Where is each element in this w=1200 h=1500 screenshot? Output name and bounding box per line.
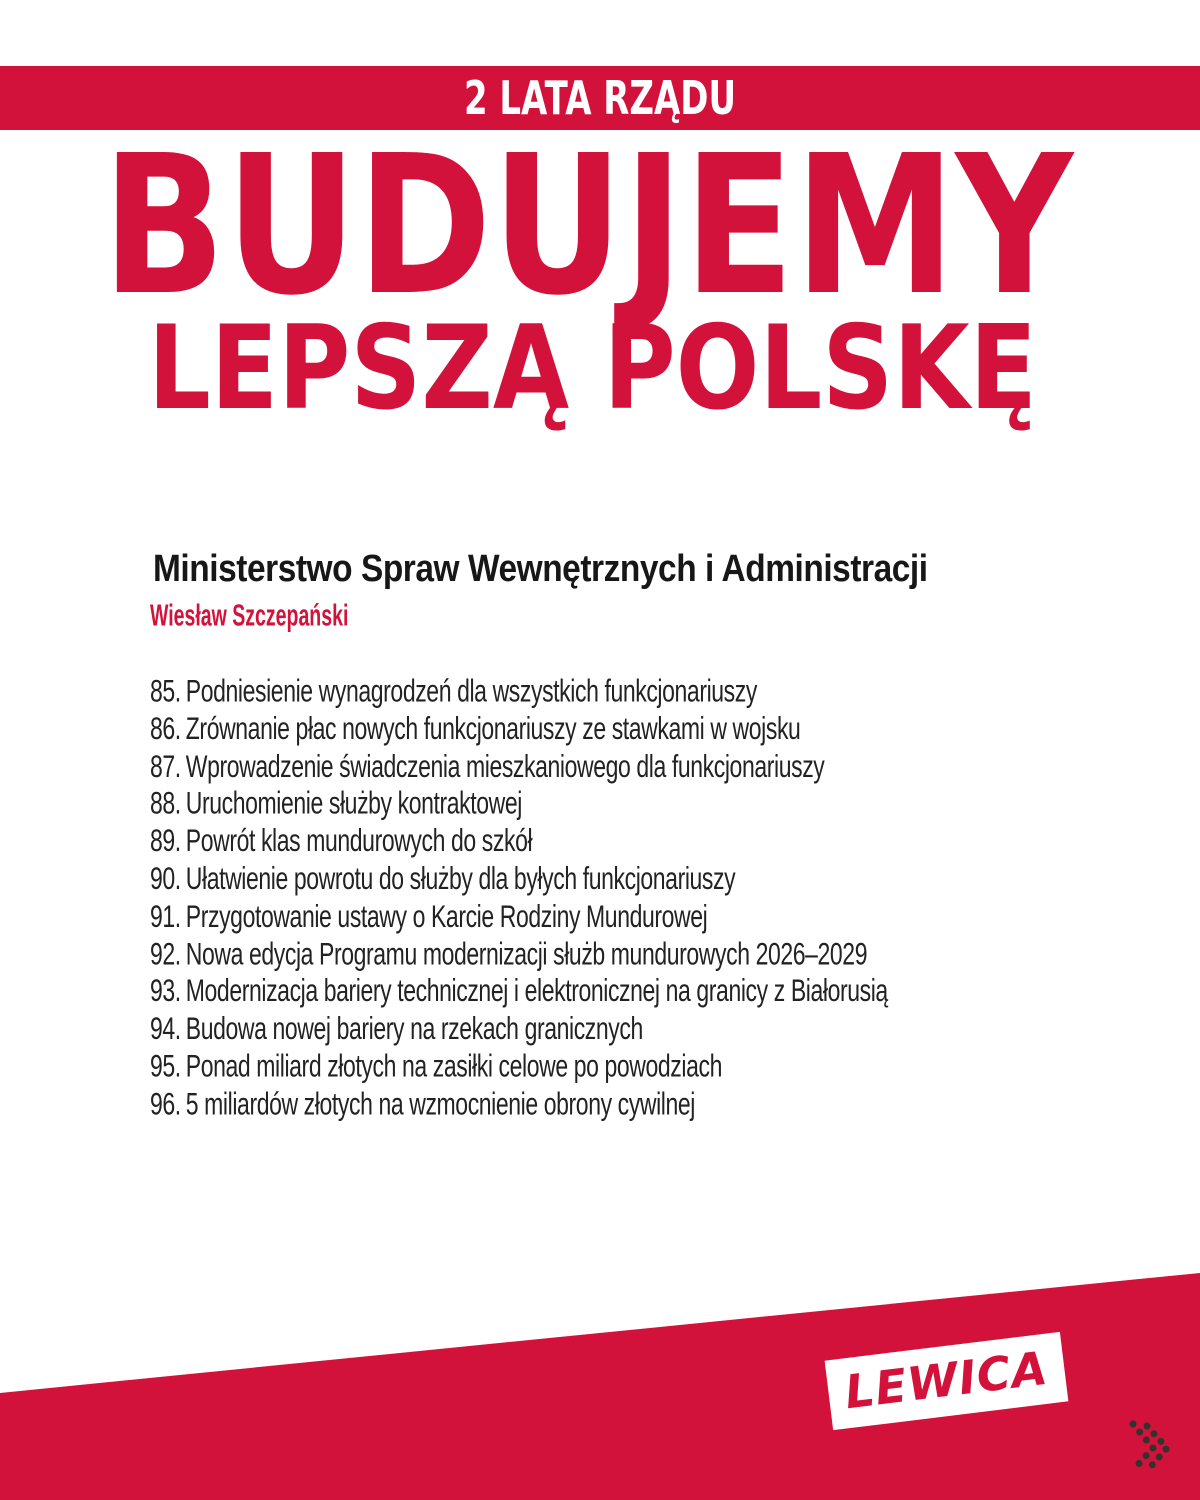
item-number: 87. — [150, 748, 181, 784]
item-number: 92. — [150, 935, 181, 971]
list-item — [150, 1086, 1150, 1124]
item-text: Budowa nowej bariery na rzekach granicznych — [185, 1010, 643, 1046]
item-number: 93. — [150, 973, 181, 1009]
item-text: Uruchomienie służby kontraktowej — [185, 785, 522, 821]
item-text: Modernizacja bariery technicznej i elektronicznej na granicy z Białorusią — [185, 973, 888, 1009]
achievements-list — [150, 673, 1150, 1123]
banner-label: 2 LATA RZĄDU — [464, 71, 736, 125]
lewica-logo-label: LEWICA — [841, 1340, 1051, 1420]
item-text: Nowa edycja Programu modernizacji służb mundurowych 2026–2029 — [185, 935, 868, 971]
list-item — [150, 1048, 1150, 1086]
list-item — [150, 898, 1150, 936]
list-item — [150, 711, 1150, 749]
item-text: Powrót klas mundurowych do szkół — [185, 823, 533, 859]
item-number: 90. — [150, 860, 181, 896]
item-text: Podniesienie wynagrodzeń dla wszystkich funkcjonariuszy — [185, 673, 757, 709]
item-number: 86. — [150, 710, 181, 746]
item-number: 91. — [150, 898, 181, 934]
minister-name: Wiesław Szczepański — [150, 598, 349, 632]
item-text: 5 miliardów złotych na wzmocnienie obrony cywilnej — [185, 1085, 696, 1121]
item-text: Zrównanie płac nowych funkcjonariuszy ze stawkami w wojsku — [185, 710, 801, 746]
item-number: 88. — [150, 785, 181, 821]
list-item — [150, 861, 1150, 899]
list-item — [150, 748, 1150, 786]
main-title-line2: LEPSZĄ POLSKĘ — [148, 301, 1037, 436]
ministry-heading: Ministerstwo Spraw Wewnętrznych i Administracji — [153, 548, 928, 590]
item-number: 89. — [150, 823, 181, 859]
dotted-chevron-icon — [1115, 1415, 1180, 1480]
main-title-line1: BUDUJEMY — [102, 115, 1075, 338]
item-number: 96. — [150, 1085, 181, 1121]
item-number: 95. — [150, 1048, 181, 1084]
item-number: 85. — [150, 673, 181, 709]
list-item — [150, 673, 1150, 711]
list-item — [150, 823, 1150, 861]
item-text: Ułatwienie powrotu do służby dla byłych funkcjonariuszy — [185, 860, 736, 896]
item-text: Wprowadzenie świadczenia mieszkaniowego dla funkcjonariuszy — [185, 748, 825, 784]
list-item — [150, 936, 1150, 974]
top-banner — [0, 66, 1200, 130]
list-item — [150, 1011, 1150, 1049]
list-item — [150, 973, 1150, 1011]
item-number: 94. — [150, 1010, 181, 1046]
item-text: Przygotowanie ustawy o Karcie Rodziny Mundurowej — [185, 898, 708, 934]
list-item — [150, 786, 1150, 824]
item-text: Ponad miliard złotych na zasiłki celowe po powodziach — [185, 1048, 722, 1084]
